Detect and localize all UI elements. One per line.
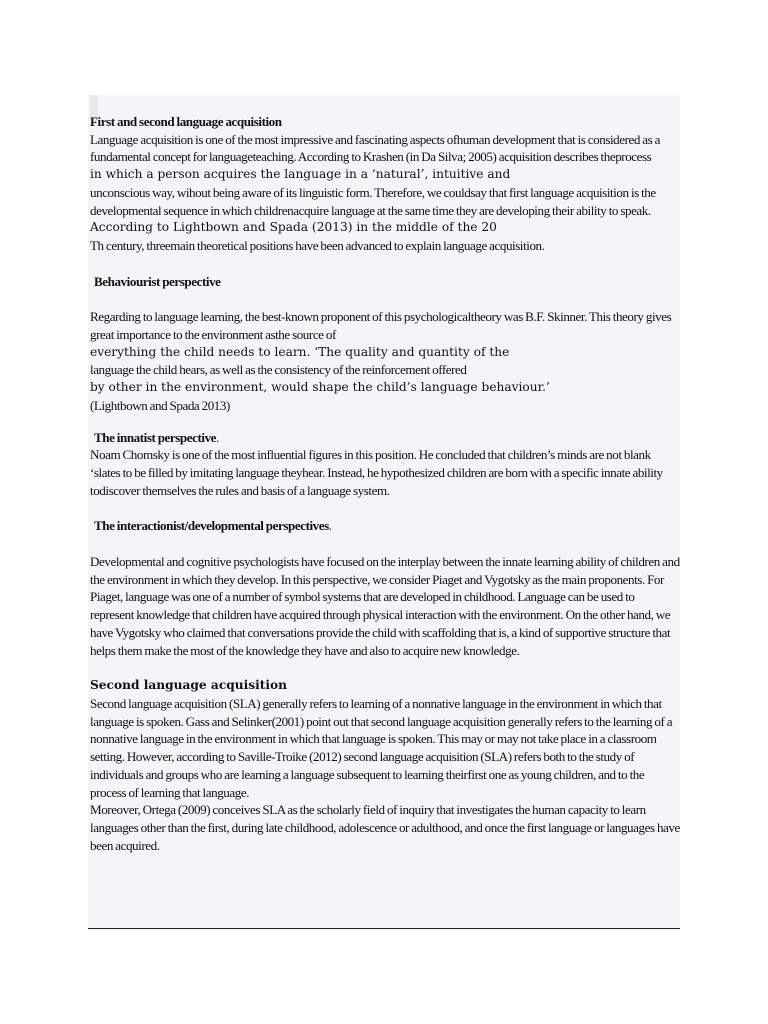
paragraph: Language acquisition is one of the most impressive and fascinating aspects ofhuman development that is considered as a fundamental concept for languageteaching. According to Krashen (in Da Silva; 2005) acquisition describes theprocess	[90, 131, 661, 165]
quote-line: by other in the environment, would shape the child’s language behaviour.’	[90, 380, 550, 395]
paragraph: Th century, threemain theoretical positions have been advanced to explain language acquisition.	[90, 237, 545, 253]
bottom-rule	[88, 928, 680, 929]
heading-suffix: .	[328, 518, 332, 534]
citation: (Lightbown and Spada 2013)	[90, 397, 230, 413]
paragraph: Regarding to language learning, the best-known proponent of this psychologicaltheory was B.F. Skinner. This theory gives great importance to the environment asthe source of	[90, 309, 672, 343]
quote-line: everything the child needs to learn. ‘The quality and quantity of the	[90, 344, 510, 359]
heading-text: The innatist perspective	[94, 429, 217, 445]
section-heading-innatist	[90, 429, 680, 447]
paragraph: Moreover, Ortega (2009) conceives SLA as the scholarly field of inquiry that investigates the human capacity to learn languages other than the first, during late childhood, adolescence or adulthood, and once the first language or languages have been acquired.	[90, 802, 680, 853]
document-body	[90, 113, 680, 854]
paragraph: unconscious way, wihout being aware of its linguistic form. Therefore, we couldsay that first language acquisition is the developmental sequence in which childrenacquire language at the same time they are developing their ability to speak.	[90, 184, 656, 218]
section-heading-behaviourist: Behaviourist perspective	[94, 273, 221, 289]
paragraph: Second language acquisition (SLA) generally refers to learning of a nonnative language in the environment in which that language is spoken. Gass and Selinker(2001) point out that second language acquisition generally refers to the learning of a nonnative language in the environment in which that language is spoken. This may or may not take place in a classroom setting. However, according to Saville-Troike (2012) second language acquisition (SLA) refers both to the study of individuals and groups who are learning a language subsequent to learning theirfirst one as young children, and to the process of learning that language.	[90, 695, 673, 800]
section-heading-sla: Second language acquisition	[90, 678, 287, 693]
paragraph: Noam Chomsky is one of the most influential figures in this position. He concluded that children’s minds are not blank ‘slates to be filled by imitating language theyhear. Instead, he hypothesized children are born with a specific innate ability todiscover themselves the rules and basis of a language system.	[90, 447, 663, 498]
section-heading-first-second: First and second language acquisition	[90, 114, 282, 129]
section-heading-interactionist	[90, 517, 680, 535]
paragraph: in which a person acquires the language in a ‘natural’, intuitive and	[90, 167, 511, 182]
heading-text: The interactionist/developmental perspectives	[94, 518, 329, 534]
heading-suffix: .	[216, 429, 219, 445]
paragraph: Developmental and cognitive psychologists have focused on the interplay between the innate learning ability of children and the environment in which they develop. In this perspective, we consider Piaget and Vygotsky as the main proponents. For Piaget, language was one of a number of symbol systems that are developed in childhood. Language can be used to represent knowledge that children have acquired through physical interaction with the environment. On the other hand, we have Vygotsky who claimed that conversations provide the child with scaffolding that is, a kind of supportive structure that helps them make the most of the knowledge they have and also to acquire new knowledge.	[90, 554, 680, 658]
quote-line: language the child hears, as well as the consistency of the reinforcement offered	[90, 362, 467, 378]
paragraph: According to Lightbown and Spada (2013) in the middle of the 20	[90, 220, 497, 235]
